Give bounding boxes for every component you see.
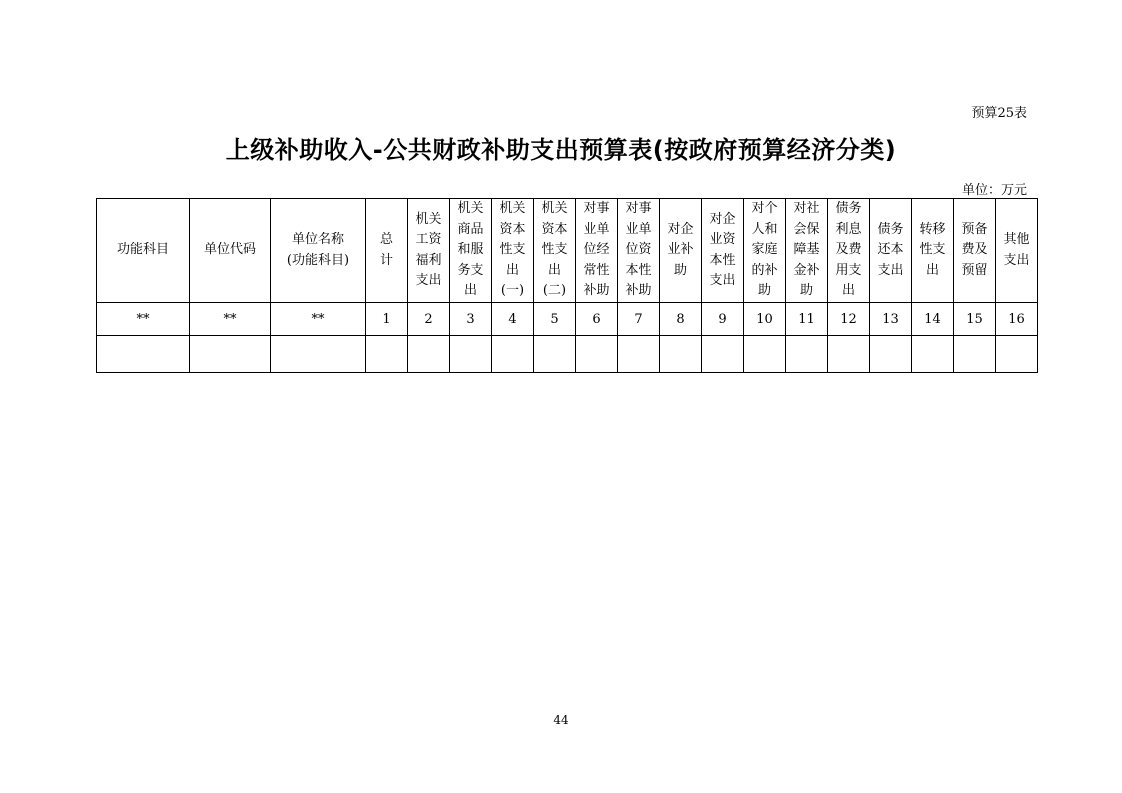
- header-cell: 机关资本性支出(二): [534, 199, 576, 303]
- index-cell: 13: [870, 303, 912, 336]
- header-cell: 对事业单位资本性补助: [618, 199, 660, 303]
- header-cell: 单位代码: [190, 199, 271, 303]
- header-cell: 对企业补助: [660, 199, 702, 303]
- header-cell: 对社会保障基金补助: [786, 199, 828, 303]
- index-row: [97, 303, 1038, 336]
- index-cell: 8: [660, 303, 702, 336]
- index-cell: **: [190, 303, 271, 336]
- empty-cell: [618, 336, 660, 373]
- empty-cell: [996, 336, 1038, 373]
- budget-table: [96, 198, 1038, 373]
- header-cell: 功能科目: [97, 199, 190, 303]
- empty-cell: [954, 336, 996, 373]
- index-cell: 16: [996, 303, 1038, 336]
- page-title: 上级补助收入-公共财政补助支出预算表(按政府预算经济分类): [225, 136, 897, 164]
- empty-cell: [190, 336, 271, 373]
- header-cell: 转移性支出: [912, 199, 954, 303]
- header-cell: 债务利息及费用支出: [828, 199, 870, 303]
- index-cell: 7: [618, 303, 660, 336]
- index-cell: 14: [912, 303, 954, 336]
- header-cell: 总计: [366, 199, 408, 303]
- index-cell: 12: [828, 303, 870, 336]
- index-cell: 15: [954, 303, 996, 336]
- index-cell: 3: [450, 303, 492, 336]
- header-cell: 单位名称 (功能科目): [271, 199, 366, 303]
- header-row: [97, 199, 1038, 303]
- header-cell: 预备费及预留: [954, 199, 996, 303]
- empty-cell: [870, 336, 912, 373]
- index-cell: **: [271, 303, 366, 336]
- empty-cell: [702, 336, 744, 373]
- empty-cell: [450, 336, 492, 373]
- header-cell: 其他支出: [996, 199, 1038, 303]
- empty-cell: [97, 336, 190, 373]
- empty-cell: [534, 336, 576, 373]
- empty-cell: [786, 336, 828, 373]
- page-number: 44: [553, 713, 569, 727]
- index-cell: 5: [534, 303, 576, 336]
- index-cell: 10: [744, 303, 786, 336]
- header-cell: 机关工资福利支出: [408, 199, 450, 303]
- header-cell: 债务还本支出: [870, 199, 912, 303]
- header-cell: 对个人和家庭的补助: [744, 199, 786, 303]
- index-cell: 1: [366, 303, 408, 336]
- header-cell: 机关资本性支出(一): [492, 199, 534, 303]
- empty-cell: [828, 336, 870, 373]
- empty-cell: [271, 336, 366, 373]
- index-cell: 2: [408, 303, 450, 336]
- empty-cell: [744, 336, 786, 373]
- table-number: 预算25表: [971, 106, 1027, 121]
- empty-cell: [576, 336, 618, 373]
- index-cell: 4: [492, 303, 534, 336]
- index-cell: **: [97, 303, 190, 336]
- index-cell: 6: [576, 303, 618, 336]
- empty-cell: [660, 336, 702, 373]
- header-cell: 对事业单位经常性补助: [576, 199, 618, 303]
- empty-cell: [408, 336, 450, 373]
- header-cell: 对企业资本性支出: [702, 199, 744, 303]
- unit-label: 单位：万元: [961, 183, 1027, 198]
- empty-cell: [366, 336, 408, 373]
- index-cell: 9: [702, 303, 744, 336]
- header-cell: 机关商品和服务支出: [450, 199, 492, 303]
- empty-data-row: [97, 336, 1038, 373]
- empty-cell: [912, 336, 954, 373]
- empty-cell: [492, 336, 534, 373]
- index-cell: 11: [786, 303, 828, 336]
